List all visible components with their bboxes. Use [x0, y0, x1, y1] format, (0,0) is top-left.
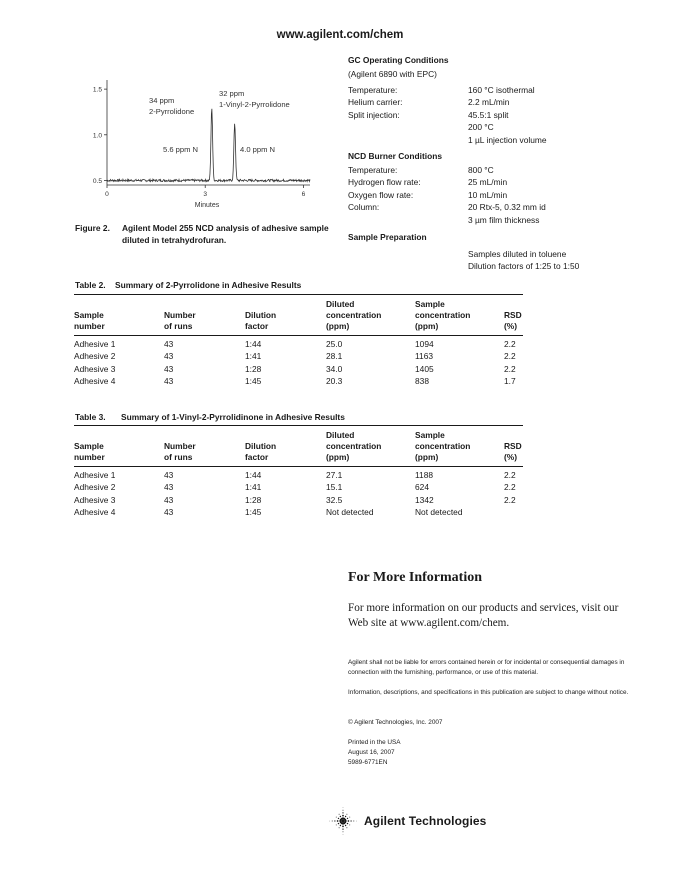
- logo-dot: [329, 821, 330, 822]
- table3-title-text: Summary of 1-Vinyl-2-Pyrrolidinone in Adhesive Results: [121, 412, 345, 422]
- logo-dot: [340, 825, 341, 826]
- logo-dot: [347, 818, 348, 819]
- table-row: Adhesive 4 43 1:45 Not detected Not detected: [74, 507, 463, 518]
- logo-dot: [336, 817, 337, 818]
- y-tick-label: 0.5: [92, 177, 102, 185]
- logo-dot: [349, 824, 350, 825]
- logo-dot: [350, 820, 351, 821]
- ncd-label: Oxygen flow rate:: [348, 189, 414, 200]
- logo-dot: [342, 815, 344, 817]
- logo-dot: [348, 820, 350, 822]
- logo-dot: [342, 828, 343, 829]
- gc-value: 160 °C isothermal: [468, 85, 535, 95]
- conditions-panel: [348, 55, 648, 274]
- logo-dot: [338, 818, 339, 819]
- logo-center-dot: [341, 819, 344, 822]
- prep-title: Sample Preparation: [348, 231, 427, 242]
- col-sample-concentration: Sample concentration (ppm): [415, 430, 471, 462]
- table-header-row: [74, 295, 523, 336]
- logo-dot: [345, 825, 346, 826]
- table2-title-text: Summary of 2-Pyrrolidone in Adhesive Results: [115, 280, 302, 290]
- table-row: Adhesive 4 43 1:45 20.3 838 1.7: [74, 376, 516, 387]
- gc-label: Helium carrier:: [348, 97, 403, 108]
- peak1-conc-label: 34 ppm: [149, 96, 175, 105]
- logo-dot: [340, 816, 341, 817]
- col-diluted-concentration: Diluted concentration (ppm): [326, 430, 382, 462]
- logo-dot: [343, 810, 344, 811]
- ncd-value: 10 mL/min: [468, 189, 508, 200]
- logo-dot: [339, 814, 340, 815]
- logo-dot: [343, 807, 344, 808]
- publication-number: 5989-6771EN: [348, 759, 388, 766]
- table3-label: Table 3.: [75, 412, 106, 422]
- ncd-label: Hydrogen flow rate:: [348, 177, 421, 188]
- peak2-nitrogen-label: 4.0 ppm N: [240, 145, 276, 154]
- col-dilution-factor: Dilution factor: [245, 310, 277, 331]
- table2-title: [75, 280, 301, 290]
- gc-value: 45.5:1 split: [468, 109, 509, 120]
- table3-title: [75, 412, 345, 422]
- logo-dot: [347, 823, 348, 824]
- more-info-heading: For More Information: [348, 570, 483, 585]
- col-sample-concentration: Sample concentration (ppm): [415, 299, 471, 331]
- logo-dot: [344, 819, 346, 821]
- x-tick-label: 0: [105, 191, 109, 198]
- ncd-value: 20 Rtx-5, 0.32 mm id: [468, 202, 546, 213]
- logo-dot: [346, 814, 347, 815]
- ncd-label: Column:: [348, 202, 380, 213]
- company-name: Agilent Technologies: [364, 814, 487, 828]
- logo-dot: [353, 821, 354, 822]
- gc-value: 2.2 mL/min: [468, 97, 510, 108]
- logo-dot: [342, 826, 344, 828]
- header-url[interactable]: www.agilent.com/chem: [276, 29, 404, 41]
- prep-line: Samples diluted in toluene: [468, 248, 567, 259]
- col-dilution-factor: Dilution factor: [245, 441, 277, 462]
- col-number-of-runs: Number of runs: [164, 310, 196, 331]
- peak1-name-label: 2-Pyrrolidone: [149, 107, 195, 116]
- x-tick-label: 6: [301, 191, 306, 198]
- gc-label: Split injection:: [348, 109, 400, 120]
- ncd-title: NCD Burner Conditions: [348, 150, 442, 161]
- logo-dot: [334, 820, 335, 821]
- table-row: Adhesive 3 43 1:28 34.0 1405 2.2: [74, 363, 516, 374]
- logo-dot: [346, 827, 347, 828]
- ncd-value: 3 µm film thickness: [468, 214, 540, 225]
- col-diluted-concentration: Diluted concentration (ppm): [326, 299, 382, 331]
- y-tick-label: 1.5: [92, 86, 102, 94]
- prep-line: Dilution factors of 1:25 to 1:50: [468, 261, 580, 272]
- more-info-body: For more information on our products and services, visit our Web site at www.agilent.com/chem.: [348, 602, 619, 629]
- table-row: Adhesive 3 43 1:28 32.5 1342 2.2: [74, 494, 516, 505]
- agilent-spark-icon: [328, 806, 358, 836]
- logo-dot: [343, 831, 344, 832]
- ncd-value: 25 mL/min: [468, 177, 508, 188]
- table3: [74, 425, 523, 519]
- col-rsd: RSD (%): [504, 441, 522, 462]
- peak2-conc-label: 32 ppm: [219, 89, 245, 98]
- logo-dot: [332, 821, 333, 822]
- table-row: Adhesive 1 43 1:44 27.1 1188 2.2: [74, 470, 516, 480]
- logo-dot: [343, 834, 344, 835]
- chromatogram-chart: [86, 72, 326, 212]
- col-rsd: RSD (%): [504, 310, 522, 331]
- x-axis-label: Minutes: [194, 202, 220, 209]
- table-row: Adhesive 2 43 1:41 15.1 624 2.2: [74, 482, 516, 493]
- table2: [74, 294, 523, 388]
- gc-subtitle: (Agilent 6890 with EPC): [348, 69, 437, 79]
- publication-date: August 16, 2007: [348, 749, 395, 756]
- logo-dot: [339, 827, 340, 828]
- copyright: © Agilent Technologies, Inc. 2007: [348, 719, 443, 726]
- y-tick-label: 1.0: [92, 132, 102, 140]
- logo-dot: [337, 820, 339, 822]
- col-number-of-runs: Number of runs: [164, 441, 196, 462]
- table2-label: Table 2.: [75, 280, 106, 290]
- printed-location: Printed in the USA: [348, 739, 401, 746]
- col-sample-number: Sample number: [74, 310, 105, 331]
- gc-label: Temperature:: [348, 85, 398, 95]
- figure-caption-text: Agilent Model 255 NCD analysis of adhesive sample diluted in tetrahydrofuran.: [122, 223, 329, 245]
- peak1-nitrogen-label: 5.6 ppm N: [163, 145, 199, 154]
- logo-dot: [342, 812, 343, 813]
- gc-value: 1 µL injection volume: [468, 134, 547, 145]
- figure-caption: [75, 222, 345, 246]
- chromatogram-trace: [107, 109, 310, 182]
- logo-dot: [336, 824, 337, 825]
- table-row: Adhesive 1 43 1:44 25.0 1094 2.2: [74, 339, 516, 349]
- ncd-value: 800 °C: [468, 164, 494, 175]
- notice: Information, descriptions, and specifications in this publication are subject to change without notice.: [348, 689, 629, 696]
- table-row: Adhesive 2 43 1:41 28.1 1163 2.2: [74, 351, 516, 362]
- logo-dot: [349, 817, 350, 818]
- peak2-name-label: 1-Vinyl-2-Pyrrolidone: [219, 100, 290, 109]
- ncd-label: Temperature:: [348, 164, 398, 175]
- gc-value: 200 °C: [468, 122, 494, 133]
- logo-dot: [338, 823, 339, 824]
- logo-dot: [356, 821, 357, 822]
- figure-label: Figure 2.: [75, 223, 110, 233]
- col-sample-number: Sample number: [74, 441, 105, 462]
- agilent-logo: [328, 806, 486, 836]
- gc-title: GC Operating Conditions: [348, 55, 449, 65]
- x-tick-label: 3: [203, 191, 208, 198]
- table-header-row: [74, 426, 523, 467]
- disclaimer: Agilent shall not be liable for errors contained herein or for incidental or consequential damages in connection with the furnishing, performance, or use of this material.: [348, 659, 625, 676]
- logo-dot: [345, 816, 346, 817]
